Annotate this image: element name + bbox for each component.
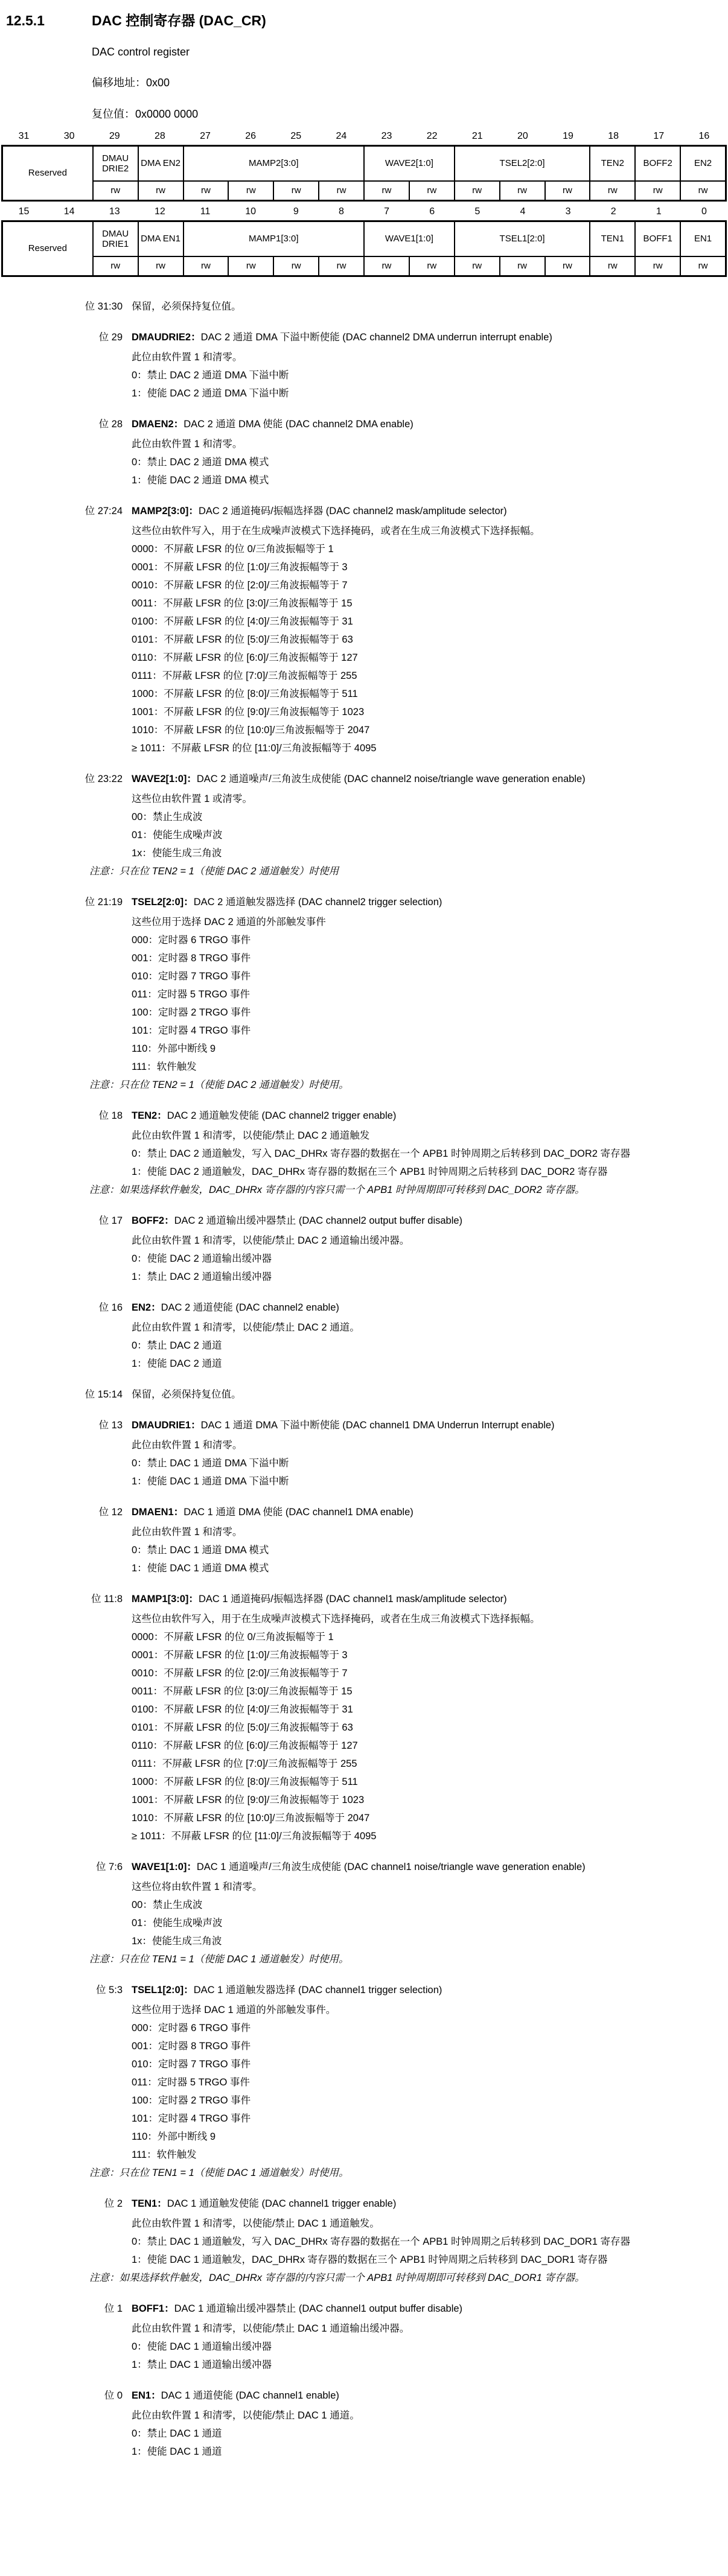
bit-value-line: 1：使能 DAC 2 通道 DMA 下溢中断 [132,388,289,399]
bit-value-line: 1001：不屏蔽 LFSR 的位 [9:0]/三角波振幅等于 1023 [132,707,365,717]
access-cell: rw [365,182,409,200]
field-name-cell: TEN1 [590,222,634,256]
bit-range-label: 位 11:8 [91,1594,123,1604]
bit-value-line: 0111：不屏蔽 LFSR 的位 [7:0]/三角波振幅等于 255 [132,670,357,681]
bit-value-line: 0：禁止 DAC 2 通道 [132,1340,222,1351]
bit-value-line: 1：使能 DAC 2 通道触发，DAC_DHRx 寄存器的数据在三个 APB1 时钟周期之后转移到 DAC_DOR2 寄存器 [132,1166,608,1177]
bit-range-label: 位 27:24 [85,506,123,517]
field-name-cell: EN1 [681,222,725,256]
bit-value-line: 101：定时器 4 TRGO 事件 [132,2113,251,2124]
bit-behavior-line: 此位由软件置 1 和清零。 [132,352,243,363]
bit-number-row [1,206,727,217]
bit-value-line: 1000：不屏蔽 LFSR 的位 [8:0]/三角波振幅等于 511 [132,1776,358,1787]
bit-value-line: 01：使能生成噪声波 [132,830,223,841]
bit-behavior-line: 这些位由软件写入，用于在生成噪声波模式下选择掩码，或者在生成三角波模式下选择振幅。 [132,526,540,536]
bit-behavior-line: 这些位用于选择 DAC 2 通道的外部触发事件 [132,917,326,927]
bit-range-label: 位 12 [98,1507,123,1518]
bit-value-line: 111：软件触发 [132,2149,197,2160]
bit-value-line: 000：定时器 6 TRGO 事件 [132,2023,251,2034]
bit-value-line: 010：定时器 7 TRGO 事件 [132,2059,251,2070]
bit-value-line: 1001：不屏蔽 LFSR 的位 [9:0]/三角波振幅等于 1023 [132,1795,365,1805]
bit-number: 18 [608,131,619,141]
bit-description-body [132,1212,728,1286]
bit-value-line: 1000：不屏蔽 LFSR 的位 [8:0]/三角波振幅等于 511 [132,689,358,699]
bit-description-section [0,297,728,316]
bit-value-line: 0：禁止 DAC 1 通道 DMA 模式 [132,1545,269,1556]
bit-description-body [132,2300,728,2374]
field-name-cell: MAMP1[3:0] [184,222,364,256]
bit-number: 12 [155,206,165,217]
field-name-cell: WAVE2[1:0] [365,147,454,180]
bit-value-line: 0110：不屏蔽 LFSR 的位 [6:0]/三角波振幅等于 127 [132,1740,358,1751]
bit-field-name: DMAEN2： [132,419,184,430]
bit-number: 29 [109,131,120,141]
bit-description-body [132,1385,728,1404]
bit-value-line: 100：定时器 2 TRGO 事件 [132,2095,251,2106]
bit-description-section [0,770,728,880]
bit-value-line: 1x：使能生成三角波 [132,848,222,859]
bit-number: 27 [200,131,211,141]
access-cell: rw [184,182,228,200]
bit-field-definition: DAC 1 通道使能 (DAC channel1 enable) [161,2390,339,2401]
bit-number: 13 [109,206,120,217]
bit-value-line: 0110：不屏蔽 LFSR 的位 [6:0]/三角波振幅等于 127 [132,652,358,663]
bit-behavior-line: 此位由软件置 1 和清零，以使能/禁止 DAC 2 通道触发 [132,1130,370,1141]
access-cell: rw [274,182,318,200]
bit-value-line: 0000：不屏蔽 LFSR 的位 0/三角波振幅等于 1 [132,544,334,555]
bit-number: 16 [698,131,710,141]
bit-field-name: EN2： [132,1302,161,1313]
bit-number: 17 [653,131,665,141]
access-cell: rw [636,182,680,200]
bit-behavior-line: 此位由软件置 1 和清零，以使能/禁止 DAC 1 通道输出缓冲器。 [132,2323,410,2334]
bit-title-line [132,1299,707,1317]
bit-field-definition: DAC 2 通道 DMA 使能 (DAC channel2 DMA enable) [184,419,413,430]
field-name-cell: TSEL2[2:0] [455,147,590,180]
field-name-cell: MAMP2[3:0] [184,147,364,180]
bit-number: 28 [155,131,165,141]
reserved-field-cell: Reserved [3,147,92,200]
bit-value-line: 100：定时器 2 TRGO 事件 [132,1007,251,1018]
bit-field-name: TSEL1[2:0]： [132,1985,194,1996]
bit-value-line: 1010：不屏蔽 LFSR 的位 [10:0]/三角波振幅等于 2047 [132,725,370,736]
bit-number: 2 [610,206,616,217]
access-cell: rw [590,257,634,275]
bit-description-section [0,1385,728,1404]
access-cell: rw [319,182,363,200]
bit-number: 1 [656,206,662,217]
field-name-cell: EN2 [681,147,725,180]
bit-value-line: 1：使能 DAC 1 通道 DMA 下溢中断 [132,1476,289,1487]
access-cell: rw [681,182,725,200]
bit-number: 31 [18,131,30,141]
access-cell: rw [319,257,363,275]
access-cell: rw [229,182,273,200]
bit-number-row [1,131,727,142]
bit-value-line: 0010：不屏蔽 LFSR 的位 [2:0]/三角波振幅等于 7 [132,1668,348,1679]
bit-range-label: 位 29 [98,332,123,343]
bit-description-section [0,1299,728,1373]
field-name-cell: DMAU DRIE1 [94,222,138,256]
bit-range-label: 位 15:14 [85,1389,123,1400]
bit-behavior-line: 此位由软件置 1 和清零。 [132,1527,243,1538]
bit-description-body [132,1299,728,1373]
bit-title-line [132,1590,707,1608]
bit-field-definition: 保留，必须保持复位值。 [132,1389,241,1400]
bit-behavior-line: 这些位由软件置 1 或清零。 [132,793,252,804]
bit-behavior-line: 这些位由软件写入，用于在生成噪声波模式下选择掩码，或者在生成三角波模式下选择振幅。 [132,1614,540,1624]
bit-field-name: DMAUDRIE2： [132,332,201,343]
bit-number: 7 [384,206,390,217]
bit-range-label: 位 1 [104,2303,123,2314]
register-subtitle: DAC control register [92,46,190,58]
bit-field-name: TSEL2[2:0]： [132,897,194,908]
bit-field-name: MAMP2[3:0]： [132,506,199,517]
bit-range-label: 位 16 [98,1302,123,1313]
bit-number: 11 [200,206,211,217]
bit-value-line: 00：禁止生成波 [132,812,203,822]
bit-behavior-line: 此位由软件置 1 和清零，以使能/禁止 DAC 2 通道。 [132,1322,360,1333]
bit-value-line: 000：定时器 6 TRGO 事件 [132,935,251,946]
bit-number: 30 [63,131,75,141]
access-cell: rw [139,257,183,275]
bit-description-section [0,2195,728,2287]
bit-value-line: 001：定时器 8 TRGO 事件 [132,953,251,964]
bit-range-label: 位 5:3 [95,1985,123,1996]
bit-value-line: 011：定时器 5 TRGO 事件 [132,2077,250,2088]
bit-title-line [132,2195,707,2213]
field-name-cell: BOFF2 [636,147,680,180]
bit-field-definition: DAC 2 通道掩码/振幅选择器 (DAC channel2 mask/amplitude selector) [198,506,507,517]
bit-value-line: 0001：不屏蔽 LFSR 的位 [1:0]/三角波振幅等于 3 [132,562,348,573]
bit-value-line: 0101：不屏蔽 LFSR 的位 [5:0]/三角波振幅等于 63 [132,634,353,645]
bit-field-definition: DAC 2 通道 DMA 下溢中断使能 (DAC channel2 DMA underrun interrupt enable) [200,332,552,343]
bit-note-line: 注意：只在位 TEN2 = 1（使能 DAC 2 通道触发）时使用。 [89,1080,349,1090]
bit-behavior-line: 此位由软件置 1 和清零。 [132,1440,243,1451]
bit-value-line: 111：软件触发 [132,1061,197,1072]
bit-range-label: 位 0 [104,2390,123,2401]
bit-value-line: 1：使能 DAC 2 通道 DMA 模式 [132,475,269,486]
bit-note-line: 注意：只在位 TEN1 = 1（使能 DAC 1 通道触发）时使用。 [89,1954,349,1965]
bit-value-line: 110：外部中断线 9 [132,1043,216,1054]
bit-description-section [0,502,728,757]
access-cell: rw [229,257,273,275]
section-number: 12.5.1 [6,13,45,28]
bit-range-label: 位 18 [98,1110,123,1121]
bit-value-line: 1：使能 DAC 1 通道触发，DAC_DHRx 寄存器的数据在三个 APB1 时钟周期之后转移到 DAC_DOR1 寄存器 [132,2254,608,2265]
access-cell: rw [500,257,544,275]
bit-value-line: 0100：不屏蔽 LFSR 的位 [4:0]/三角波振幅等于 31 [132,616,353,627]
bit-number: 26 [245,131,257,141]
bit-title-line [132,770,707,788]
reset-value-value: 0x0000 0000 [135,108,199,120]
bit-note-line: 注意：只在位 TEN2 = 1（使能 DAC 2 通道触发）时使用 [89,866,339,877]
bit-note-line: 注意：如果选择软件触发，DAC_DHRx 寄存器的内容只需一个 APB1 时钟周期即可转移到 DAC_DOR1 寄存器。 [89,2272,585,2283]
bit-description-section [0,1503,728,1577]
bit-description-section [0,1981,728,2182]
register-table [1,145,727,202]
bit-value-line: 0：禁止 DAC 2 通道 DMA 模式 [132,457,269,468]
bit-value-line: 001：定时器 8 TRGO 事件 [132,2041,251,2052]
field-name-cell: TSEL1[2:0] [455,222,590,256]
bit-description-section [0,2300,728,2374]
bit-range-label: 位 13 [98,1420,123,1431]
bit-description-section [0,328,728,402]
bit-number: 25 [290,131,302,141]
bit-description-body [132,2387,728,2461]
access-cell: rw [94,257,138,275]
bit-number: 19 [563,131,573,141]
bit-number: 8 [338,206,344,217]
bit-title-line [132,1107,707,1125]
bit-value-line: 1：使能 DAC 1 通道 [132,2446,222,2457]
bit-value-line: 0001：不屏蔽 LFSR 的位 [1:0]/三角波振幅等于 3 [132,1650,348,1661]
bit-value-line: 1：使能 DAC 1 通道 DMA 模式 [132,1563,269,1574]
bit-behavior-line: 此位由软件置 1 和清零，以使能/禁止 DAC 1 通道触发。 [132,2218,380,2229]
access-cell: rw [94,182,138,200]
bit-number: 15 [18,206,30,217]
access-cell: rw [546,182,590,200]
bit-value-line: 0：禁止 DAC 1 通道 [132,2428,222,2439]
bit-field-definition: DAC 2 通道触发器选择 (DAC channel2 trigger selection) [193,897,442,908]
bit-number: 9 [293,206,299,217]
bit-value-line: 0：使能 DAC 1 通道输出缓冲器 [132,2341,272,2352]
bit-number: 6 [429,206,435,217]
offset-address-value: 0x00 [146,77,170,89]
bit-value-line: 1010：不屏蔽 LFSR 的位 [10:0]/三角波振幅等于 2047 [132,1813,370,1824]
bit-field-definition: DAC 1 通道触发器选择 (DAC channel1 trigger selection) [193,1985,442,1996]
bit-range-label: 位 2 [104,2198,123,2209]
bit-range-label: 位 31:30 [85,301,123,312]
access-cell: rw [365,257,409,275]
page-title: DAC 控制寄存器 (DAC_CR) [92,13,266,28]
bit-description-body [132,1416,728,1490]
bit-description-section [0,1858,728,1968]
bit-value-line: 010：定时器 7 TRGO 事件 [132,971,251,982]
bit-value-line: 0：禁止 DAC 2 通道触发，写入 DAC_DHRx 寄存器的数据在一个 APB1 时钟周期之后转移到 DAC_DOR2 寄存器 [132,1148,631,1159]
bit-descriptions [0,297,728,2461]
bit-field-name: MAMP1[3:0]： [132,1594,199,1604]
bit-number: 10 [245,206,257,217]
field-name-cell: WAVE1[1:0] [365,222,454,256]
register-bit-tables [0,131,728,277]
bit-value-line: 0101：不屏蔽 LFSR 的位 [5:0]/三角波振幅等于 63 [132,1722,353,1733]
bit-value-line: 0000：不屏蔽 LFSR 的位 0/三角波振幅等于 1 [132,1632,334,1643]
access-cell: rw [410,182,454,200]
bit-behavior-line: 这些位用于选择 DAC 1 通道的外部触发事件。 [132,2005,336,2015]
bit-number: 22 [426,131,438,141]
bit-title-line [132,1503,707,1521]
bit-field-definition: DAC 1 通道触发使能 (DAC channel1 trigger enable) [167,2198,397,2209]
bit-value-line: ≥ 1011：不屏蔽 LFSR 的位 [11:0]/三角波振幅等于 4095 [132,1831,377,1842]
bit-description-section [0,1212,728,1286]
bit-value-line: 101：定时器 4 TRGO 事件 [132,1025,251,1036]
bit-description-section [0,415,728,489]
bit-field-definition: DAC 1 通道 DMA 下溢中断使能 (DAC channel1 DMA Underrun Interrupt enable) [200,1420,555,1431]
bit-value-line: 01：使能生成噪声波 [132,1918,223,1929]
bit-range-label: 位 28 [98,419,123,430]
bit-value-line: 1：禁止 DAC 1 通道输出缓冲器 [132,2359,272,2370]
bit-field-definition: 保留，必须保持复位值。 [132,301,241,312]
bit-number: 20 [517,131,528,141]
bit-description-section [0,893,728,1094]
bit-behavior-line: 此位由软件置 1 和清零。 [132,439,243,450]
offset-address-label: 偏移地址： [92,77,146,89]
bit-number: 21 [471,131,483,141]
reset-value-label: 复位值： [92,108,135,120]
access-cell: rw [274,257,318,275]
register-table [1,220,727,277]
bit-field-name: BOFF1： [132,2303,174,2314]
access-cell: rw [139,182,183,200]
bit-title-line [132,328,707,346]
access-cell: rw [636,257,680,275]
bit-note-line: 注意：只在位 TEN1 = 1（使能 DAC 1 通道触发）时使用。 [89,2167,349,2178]
access-cell: rw [681,257,725,275]
bit-value-line: 1：使能 DAC 2 通道 [132,1358,222,1369]
bit-value-line: 011：定时器 5 TRGO 事件 [132,989,250,1000]
field-name-cell: DMA EN1 [139,222,183,256]
reset-value-line [92,106,728,121]
offset-address-line [92,74,728,90]
access-cell: rw [590,182,634,200]
bit-field-definition: DAC 2 通道噪声/三角波生成使能 (DAC channel2 noise/triangle wave generation enable) [196,774,586,784]
bit-description-body [132,502,728,757]
bit-field-name: TEN2： [132,1110,167,1121]
bit-description-section [0,1416,728,1490]
bit-value-line: 0：使能 DAC 2 通道输出缓冲器 [132,1253,272,1264]
bit-value-line: 1：禁止 DAC 2 通道输出缓冲器 [132,1271,272,1282]
reserved-field-cell: Reserved [3,222,92,275]
bit-value-line: 0100：不屏蔽 LFSR 的位 [4:0]/三角波振幅等于 31 [132,1704,353,1715]
bit-range-label: 位 23:22 [85,774,123,784]
bit-field-definition: DAC 1 通道输出缓冲器禁止 (DAC channel1 output buffer disable) [174,2303,463,2314]
bit-value-line: 00：禁止生成波 [132,1900,203,1910]
bit-behavior-line: 此位由软件置 1 和清零，以使能/禁止 DAC 1 通道。 [132,2410,360,2421]
bit-number: 0 [701,206,707,217]
bit-description-section [0,2387,728,2461]
bit-field-definition: DAC 1 通道掩码/振幅选择器 (DAC channel1 mask/amplitude selector) [198,1594,507,1604]
bit-number: 3 [565,206,571,217]
bit-description-body [132,297,728,316]
bit-field-name: WAVE2[1:0]： [132,774,197,784]
bit-title-line [132,1416,707,1434]
bit-title-line [132,1212,707,1230]
bit-field-name: TEN1： [132,2198,167,2209]
bit-value-line: 0：禁止 DAC 2 通道 DMA 下溢中断 [132,370,289,381]
bit-number: 4 [520,206,526,217]
access-cell: rw [455,182,499,200]
bit-value-line: ≥ 1011：不屏蔽 LFSR 的位 [11:0]/三角波振幅等于 4095 [132,743,377,754]
bit-field-name: WAVE1[1:0]： [132,1862,197,1872]
bit-description-body [132,328,728,402]
bit-title-line [132,2387,707,2405]
bit-value-line: 0111：不屏蔽 LFSR 的位 [7:0]/三角波振幅等于 255 [132,1758,357,1769]
bit-title-line [132,1385,707,1404]
bit-title-line [132,415,707,433]
bit-value-line: 0011：不屏蔽 LFSR 的位 [3:0]/三角波振幅等于 15 [132,1686,353,1697]
field-name-cell: BOFF1 [636,222,680,256]
bit-title-line [132,1858,707,1876]
bit-field-definition: DAC 2 通道使能 (DAC channel2 enable) [161,1302,339,1313]
field-name-cell: DMAU DRIE2 [94,147,138,180]
bit-behavior-line: 这些位将由软件置 1 和清零。 [132,1881,263,1892]
bit-field-definition: DAC 2 通道输出缓冲器禁止 (DAC channel2 output buffer disable) [174,1215,463,1226]
bit-description-section [0,1590,728,1845]
bit-value-line: 1x：使能生成三角波 [132,1936,222,1947]
bit-value-line: 0011：不屏蔽 LFSR 的位 [3:0]/三角波振幅等于 15 [132,598,353,609]
bit-title-line [132,297,707,316]
bit-field-name: DMAEN1： [132,1507,184,1518]
section-heading [0,10,728,30]
bit-title-line [132,502,707,520]
bit-value-line: 0：禁止 DAC 1 通道 DMA 下溢中断 [132,1458,289,1469]
access-cell: rw [455,257,499,275]
bit-number: 5 [474,206,481,217]
bit-field-definition: DAC 1 通道 DMA 使能 (DAC channel1 DMA enable) [184,1507,413,1518]
bit-field-name: DMAUDRIE1： [132,1420,201,1431]
bit-range-label: 位 21:19 [85,897,123,908]
access-cell: rw [184,257,228,275]
bit-note-line: 注意：如果选择软件触发，DAC_DHRx 寄存器的内容只需一个 APB1 时钟周期即可转移到 DAC_DOR2 寄存器。 [89,1185,585,1195]
bit-description-body [132,415,728,489]
bit-field-name: BOFF2： [132,1215,174,1226]
access-cell: rw [410,257,454,275]
bit-title-line [132,1981,707,1999]
bit-title-line [132,893,707,911]
bit-value-line: 0：禁止 DAC 1 通道触发，写入 DAC_DHRx 寄存器的数据在一个 APB1 时钟周期之后转移到 DAC_DOR1 寄存器 [132,2236,631,2247]
bit-field-definition: DAC 2 通道触发使能 (DAC channel2 trigger enable) [167,1110,397,1121]
access-cell: rw [546,257,590,275]
bit-behavior-line: 此位由软件置 1 和清零，以使能/禁止 DAC 2 通道输出缓冲器。 [132,1235,410,1246]
field-name-cell: DMA EN2 [139,147,183,180]
bit-title-line [132,2300,707,2318]
bit-number: 24 [336,131,347,141]
access-cell: rw [500,182,544,200]
bit-range-label: 位 7:6 [95,1862,123,1872]
bit-number: 23 [381,131,392,141]
bit-value-line: 110：外部中断线 9 [132,2131,216,2142]
bit-field-definition: DAC 1 通道噪声/三角波生成使能 (DAC channel1 noise/triangle wave generation enable) [196,1862,586,1872]
bit-description-section [0,1107,728,1199]
bit-range-label: 位 17 [98,1215,123,1226]
field-name-cell: TEN2 [590,147,634,180]
bit-description-body [132,1503,728,1577]
bit-number: 14 [63,206,75,217]
bit-description-body [132,1590,728,1845]
bit-field-name: EN1： [132,2390,161,2401]
bit-value-line: 0010：不屏蔽 LFSR 的位 [2:0]/三角波振幅等于 7 [132,580,348,591]
